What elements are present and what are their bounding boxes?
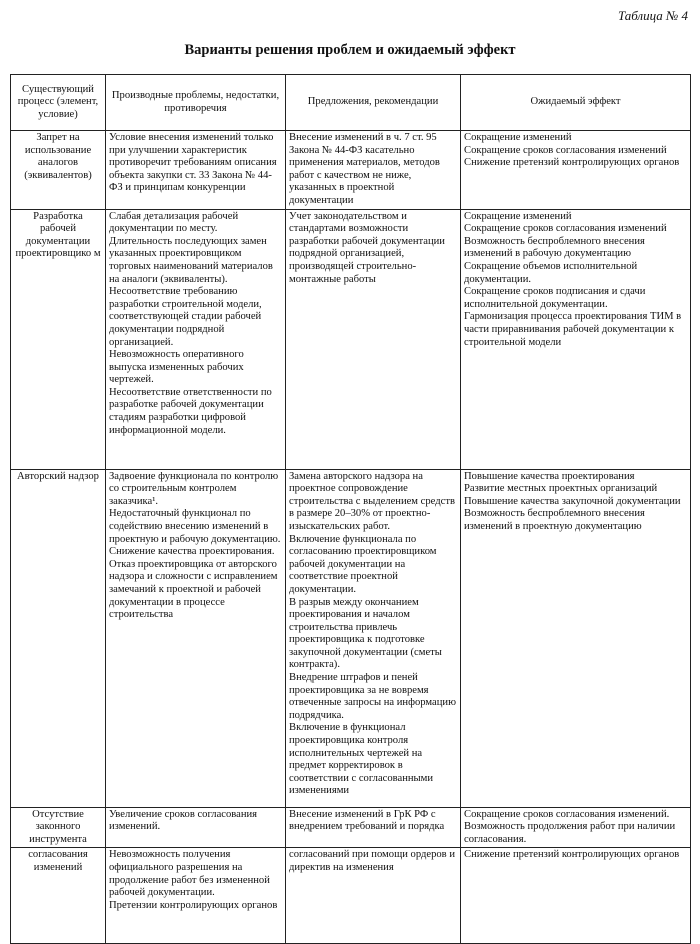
header-problems: Производные проблемы, недостатки, противоречия: [106, 75, 286, 131]
row-problems-cell: [106, 209, 286, 469]
header-proposals: Предложения, рекомендации: [286, 75, 461, 131]
row-proposals-cell: Внесение изменений в ч. 7 ст. 95 Закона № 44-ФЗ касательно применения материалов, методов работ с качеством не ниже, указанных в проектной документации: [286, 131, 461, 210]
proposal-item: Внедрение штрафов и пеней проектировщика за не вовремя отвеченные запросы на информацию подрядчика.: [289, 672, 456, 721]
table-row: [11, 131, 691, 210]
effect-item: Сокращение изменений: [464, 132, 572, 143]
row-proposals-cell: Учет законодательством и стандартами возможности разработки рабочей документации подрядной организацией, производящей строительно-монтажные работы: [286, 209, 461, 469]
effect-item: Сокращение сроков согласования изменений: [464, 223, 667, 235]
effect-item: Сокращение объемов исполнительной документации.: [464, 260, 638, 285]
effect-item: Сокращение изменений: [464, 210, 572, 222]
table-number-label: Таблица № 4: [617, 8, 688, 23]
row-effects-cell: [461, 848, 691, 944]
row-effects-cell: [461, 209, 691, 469]
proposal-item: Замена авторского надзора на проектное сопровождение строительства с выделением средств в размере 20–30% от проектно-изыскательских работ.: [289, 470, 455, 532]
row-process-cell: согласования изменений: [11, 848, 106, 944]
problem-item: Претензии контролирующих органов: [109, 899, 278, 911]
effect-item: Возможность беспроблемного внесения изменений в рабочую документацию: [464, 235, 645, 260]
row-effects-cell: [461, 131, 691, 210]
row-effects-cell: [461, 807, 691, 848]
document-title: Варианты решения проблем и ожидаемый эффект: [184, 42, 516, 58]
row-process-cell: Авторский надзор: [11, 469, 106, 807]
header-effects: Ожидаемый эффект: [461, 75, 691, 131]
table-header-row: [11, 75, 691, 131]
problem-item: Снижение качества проектирования.: [109, 546, 275, 558]
effect-item: Повышение качества проектирования: [464, 470, 635, 482]
effect-item: Возможность продолжения работ при наличии согласования.: [464, 821, 676, 845]
row-problems-cell: [106, 469, 286, 807]
row-proposals-cell: Внесение изменений в ГрК РФ с внедрением требований и порядка: [286, 807, 461, 848]
problem-item: Слабая детализация рабочей документации по месту.: [109, 210, 239, 235]
proposal-item: Включение функционала по согласованию проектировщиком рабочей документации на соответствие проектной документации.: [289, 533, 437, 595]
row-process-cell: Отсутствие законного инструмента: [11, 807, 106, 848]
row-proposals-cell: согласований при помощи ордеров и директив на изменения: [286, 848, 461, 944]
row-effects-cell: [461, 469, 691, 807]
proposal-item: Включение в функционал проектировщика контроля исполнительных чертежей на предмет корректировок в соответствии с согласованными изменениями: [289, 722, 434, 797]
effect-item: Повышение качества закупочной документации: [464, 495, 681, 507]
effect-item: Снижение претензий контролирующих органов: [464, 157, 680, 169]
effect-item: Сокращение сроков согласования изменений: [464, 144, 667, 156]
row-proposals-cell: [286, 469, 461, 807]
problem-item: Длительность последующих замен указанных проектировщиком торговых наименований материалов на аналоги (эквиваленты).: [109, 235, 273, 285]
solutions-table: [10, 74, 691, 944]
row-process-cell: Разработка рабочей документации проектировщико м: [11, 209, 106, 469]
problem-item: Недостаточный функционал по содействию внесению изменений в проектную и рабочую документацию.: [109, 508, 281, 545]
table-row: [11, 848, 691, 944]
effect-item: Сокращение сроков подписания и сдачи исполнительной документации.: [464, 286, 646, 310]
table-row: [11, 469, 691, 807]
problem-item: Невозможность получения официального разрешения на продолжение работ без измененной рабочей документации.: [109, 849, 270, 899]
problem-item: Несоответствие требованию разработки строительной модели, соответствующей стадии рабочей документации подрядной организацией.: [109, 286, 262, 348]
effect-item: Снижение претензий контролирующих органов: [464, 849, 680, 861]
problem-item: Задвоение функционала по контролю со строительным контролем заказчика¹.: [109, 470, 279, 507]
row-problems-cell: Условие внесения изменений только при улучшении характеристик противоречит требованиям описания объекта закупки ст. 33 Закона № 44-ФЗ и принципам конкуренции: [106, 131, 286, 210]
problem-item: Несоответствие ответственности по разработке рабочей документации стадиям разработки цифровой информационной модели.: [109, 386, 272, 436]
row-process-cell: Запрет на использование аналогов (эквивалентов): [11, 131, 106, 210]
header-process: Существующий процесс (элемент, условие): [11, 75, 106, 131]
effect-item: Возможность беспроблемного внесения изменений в проектную документацию: [464, 508, 645, 532]
problem-item: Невозможность оперативного выпуска измененных рабочих чертежей.: [109, 349, 244, 386]
table-row: [11, 209, 691, 469]
effect-item: Сокращение сроков согласования изменений.: [464, 808, 670, 820]
row-problems-cell: Увеличение сроков согласования изменений.: [106, 807, 286, 848]
effect-item: Развитие местных проектных организаций: [464, 483, 658, 495]
problem-item: Отказ проектировщика от авторского надзора и сложности с исправлением замечаний к проектной и рабочей документации в процессе строительства: [109, 558, 278, 621]
proposal-item: В разрыв между окончанием проектирования и началом строительства привлечь проектировщика к подготовке закупочной документации (сметы контракта).: [289, 596, 442, 671]
table-row: [11, 807, 691, 848]
effect-item: Гармонизация процесса проектирования ТИМ в части приравнивания рабочей документации к строительной модели: [464, 311, 682, 348]
row-problems-cell: [106, 848, 286, 944]
